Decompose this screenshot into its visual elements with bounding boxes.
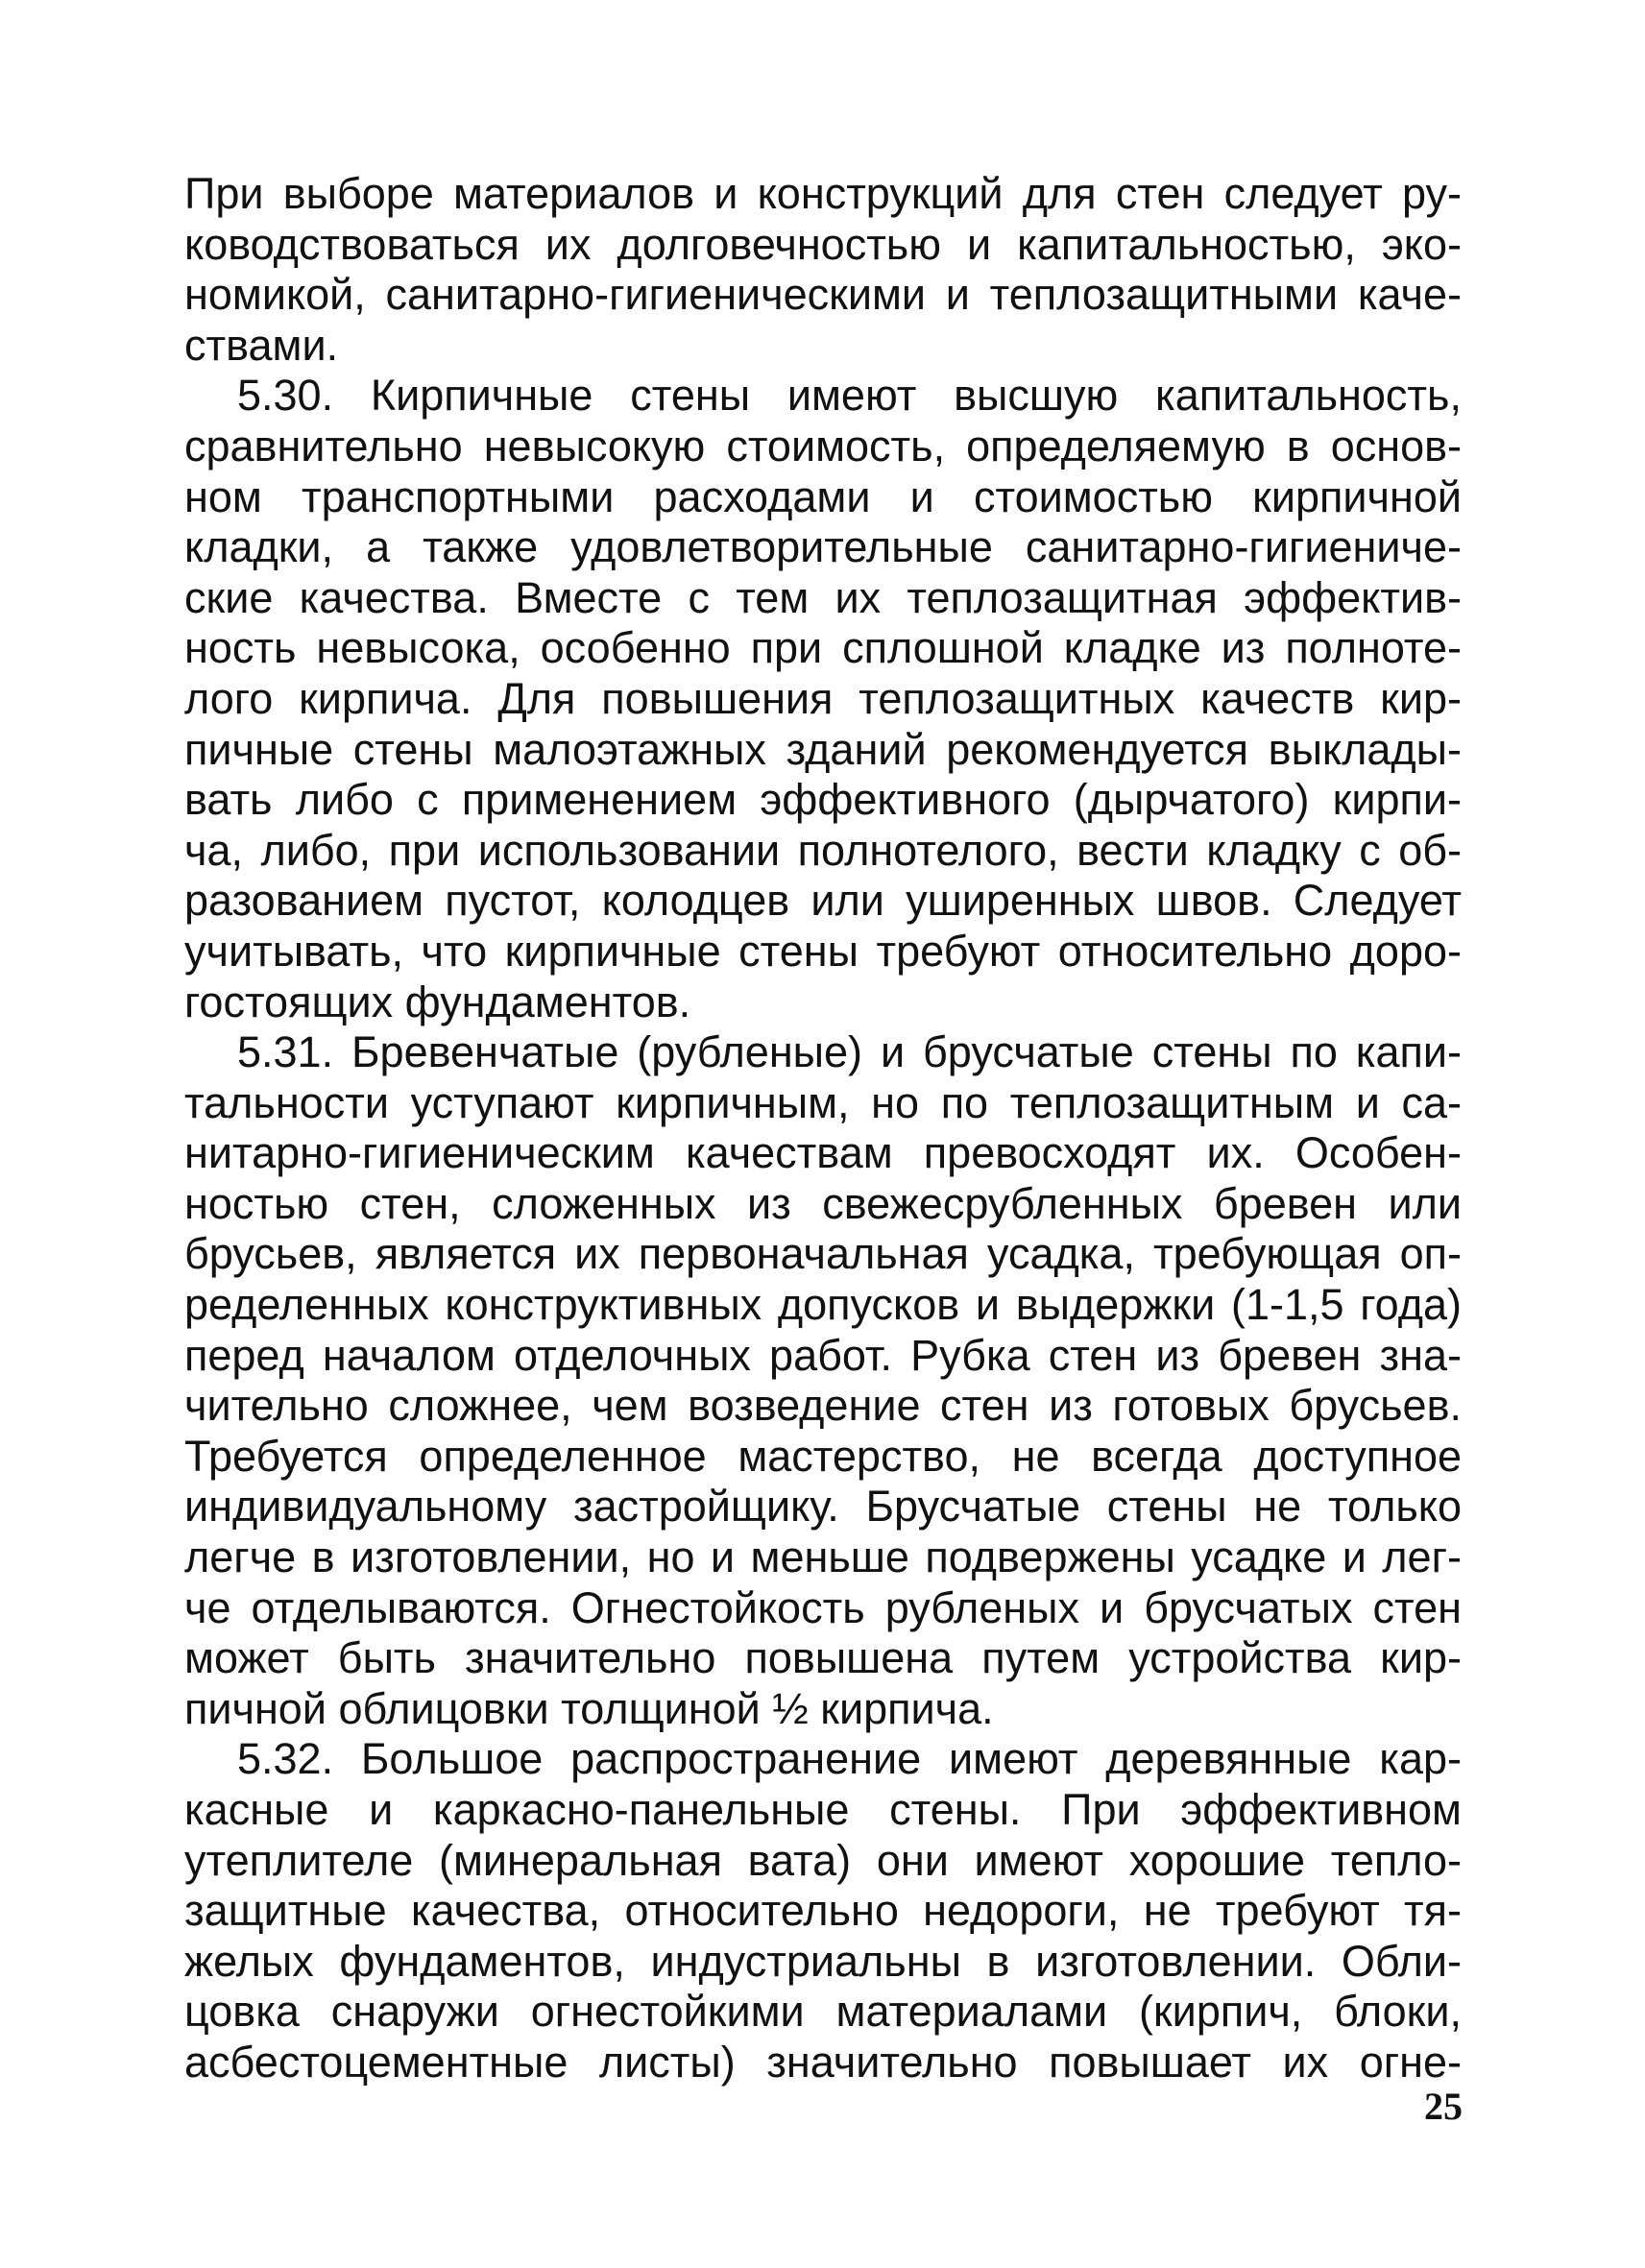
text-line: сравнительно невысокую стоимость, определяемую в основ- xyxy=(184,421,1462,470)
text-line: пичные стены малоэтажных зданий рекомендуется выклады- xyxy=(184,724,1462,774)
text-line: легче в изготовлении, но и меньше подвержены усадке и лег- xyxy=(184,1532,1462,1582)
text-line: ководствоваться их долговечностью и капитальностью, эко- xyxy=(184,219,1462,269)
text-line: ча, либо, при использовании полнотелого, вести кладку с об- xyxy=(184,825,1462,875)
text-line: ределенных конструктивных допусков и выдержки (1-1,5 года) xyxy=(184,1280,1462,1330)
text-line: кладки, а также удовлетворительные санитарно-гигиениче- xyxy=(184,522,1462,572)
text-line: тальности уступают кирпичным, но по теплозащитным и са- xyxy=(184,1077,1462,1127)
text-line: вать либо с применением эффективного (дырчатого) кирпи- xyxy=(184,775,1462,825)
text-line: номикой, санитарно-гигиеническими и теплозащитными каче- xyxy=(184,270,1462,320)
text-line: защитные качества, относительно недороги, не требуют тя- xyxy=(184,1886,1462,1936)
text-line: утеплителе (минеральная вата) они имеют хорошие тепло- xyxy=(184,1835,1462,1885)
text-line: Требуется определенное мастерство, не всегда доступное xyxy=(184,1431,1462,1481)
text-line: желых фундаментов, индустриальны в изготовлении. Обли- xyxy=(184,1936,1462,1986)
paragraph-5-32-start: 5.32. Большое распространение имеют деревянные кар- xyxy=(237,1734,1462,1784)
text-line: ном транспортными расходами и стоимостью кирпичной xyxy=(184,471,1462,521)
paragraph-5-30-start: 5.30. Кирпичные стены имеют высшую капитальность, xyxy=(237,371,1462,421)
text-line: При выборе материалов и конструкций для стен следует ру- xyxy=(184,169,1462,218)
text-line: нитарно-гигиеническим качествам превосходят их. Особен- xyxy=(184,1128,1462,1178)
text-line: ские качества. Вместе с тем их теплозащитная эффектив- xyxy=(184,572,1462,622)
text-line: брусьев, является их первоначальная усадка, требующая оп- xyxy=(184,1229,1462,1279)
text-line: разованием пустот, колодцев или уширенных швов. Следует xyxy=(184,876,1462,926)
text-line: ностью стен, сложенных из свежесрубленных бревен или xyxy=(184,1178,1462,1228)
page-body xyxy=(184,169,1462,2088)
text-line: цовка снаружи огнестойкими материалами (кирпич, блоки, xyxy=(184,1987,1462,2037)
text-line: перед началом отделочных работ. Рубка стен из бревен зна- xyxy=(184,1330,1462,1380)
text-line: индивидуальному застройщику. Брусчатые стены не только xyxy=(184,1482,1462,1532)
text-line: ствами. xyxy=(184,320,339,370)
text-line: гостоящих фундаментов. xyxy=(184,977,691,1026)
text-line: касные и каркасно-панельные стены. При эффективном xyxy=(184,1785,1462,1834)
text-line: может быть значительно повышена путем устройства кир- xyxy=(184,1633,1462,1683)
text-line: учитывать, что кирпичные стены требуют относительно доро- xyxy=(184,926,1462,976)
text-line: пичной облицовки толщиной ½ кирпича. xyxy=(184,1683,994,1733)
text-line: асбестоцементные листы) значительно повышает их огне- xyxy=(184,2037,1462,2087)
text-line: че отделываются. Огнестойкость рубленых и брусчатых стен xyxy=(184,1582,1462,1632)
text-line: ность невысока, особенно при сплошной кладке из полноте- xyxy=(184,623,1462,673)
text-line: лого кирпича. Для повышения теплозащитных качеств кир- xyxy=(184,673,1462,723)
text-line: чительно сложнее, чем возведение стен из готовых брусьев. xyxy=(184,1381,1462,1431)
paragraph-5-31-start: 5.31. Бревенчатые (рубленые) и брусчатые стены по капи- xyxy=(237,1027,1462,1077)
page-number: 25 xyxy=(1424,2085,1463,2128)
